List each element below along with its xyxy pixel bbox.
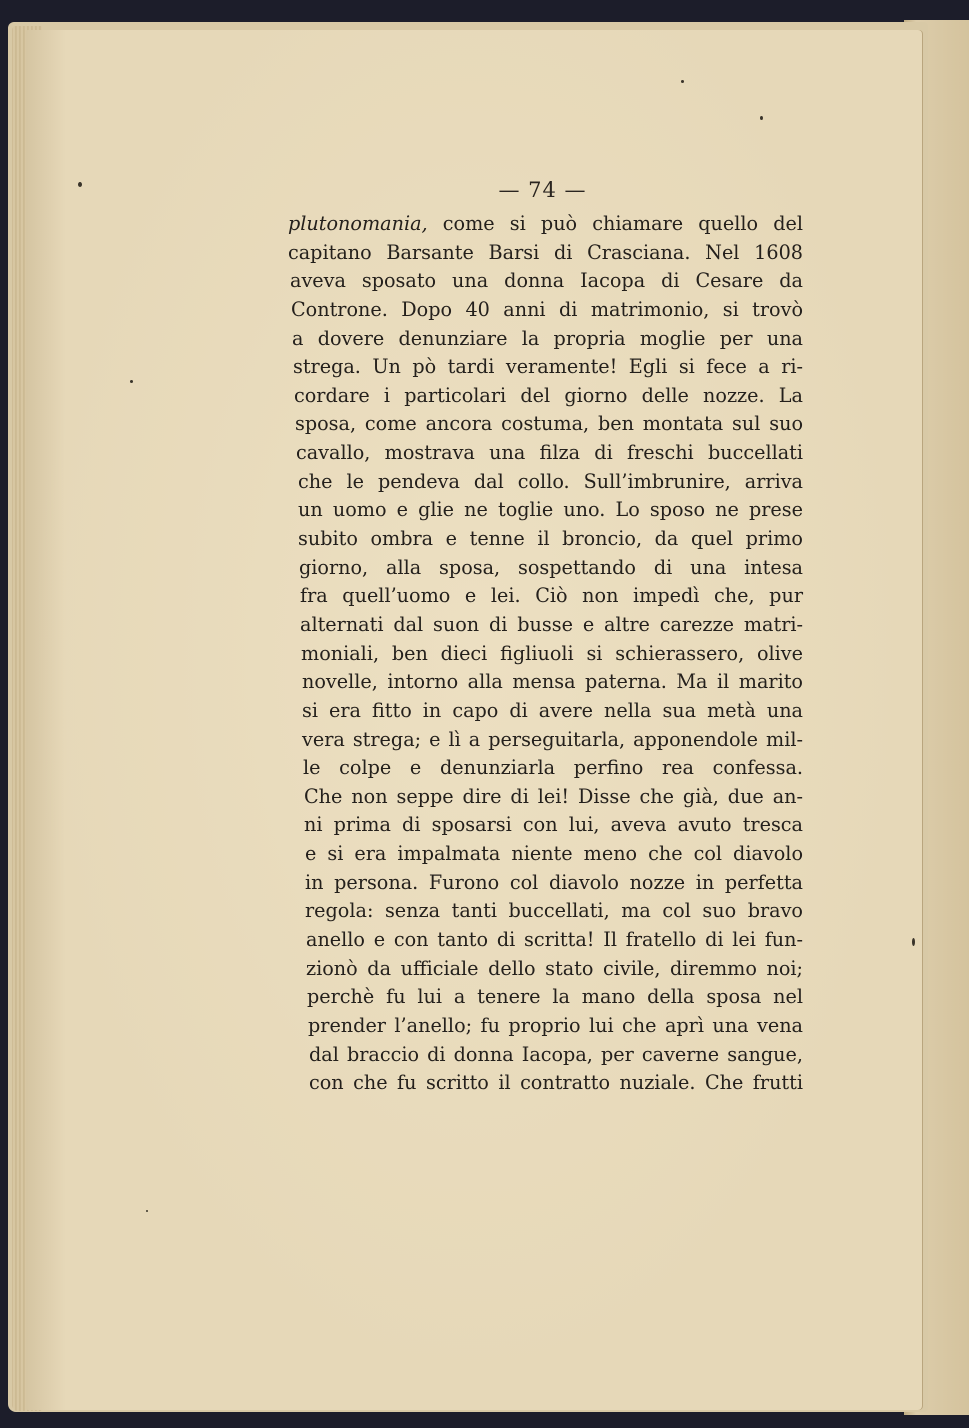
text-line	[306, 955, 803, 984]
line-text: Controne. Dopo 40 anni di matrimonio, si trovò	[291, 297, 803, 321]
line-text: in persona. Furono col diavolo nozze in perfetta	[305, 870, 803, 894]
body-text	[288, 210, 803, 1098]
line-text: sposa, come ancora costuma, ben montata sul suo	[295, 412, 803, 436]
line-text: cordare i particolari del giorno delle nozze. La	[294, 383, 803, 407]
text-line	[303, 754, 803, 783]
text-line	[308, 1012, 803, 1041]
line-text: cavallo, mostrava una filza di freschi buccellati	[296, 441, 803, 465]
text-line	[291, 296, 803, 325]
ink-speck	[130, 380, 133, 383]
text-line	[288, 210, 803, 239]
line-text: novelle, intorno alla mensa paterna. Ma il marito	[302, 670, 803, 694]
text-line	[299, 554, 803, 583]
text-line	[304, 811, 803, 840]
line-text: moniali, ben dieci figliuoli si schierassero, olive	[301, 641, 803, 665]
text-line	[294, 382, 803, 411]
page-number: — 74 —	[498, 178, 587, 202]
line-text: ni prima di sposarsi con lui, aveva avuto tresca	[304, 813, 803, 837]
italic-term: plutonomania,	[288, 212, 428, 235]
text-line	[302, 726, 803, 755]
line-text: si era fitto in capo di avere nella sua metà una	[302, 698, 803, 722]
text-line	[309, 1069, 803, 1098]
line-text: con che fu scritto il contratto nuziale. Che frutti	[309, 1071, 803, 1095]
text-line	[301, 640, 803, 669]
line-text: strega. Un pò tardi veramente! Egli si fece a ri-	[293, 355, 803, 379]
line-text: vera strega; e lì a perseguitarla, apponendole mil-	[302, 727, 803, 751]
line-text: come si può chiamare quello del	[427, 212, 803, 235]
text-line	[296, 439, 803, 468]
text-line	[288, 239, 803, 268]
line-text: regola: senza tanti buccellati, ma col suo bravo	[305, 899, 803, 923]
text-line	[305, 869, 803, 898]
line-text: giorno, alla sposa, sospettando di una intesa	[299, 555, 803, 579]
line-text: subito ombra e tenne il broncio, da quel primo	[298, 527, 803, 551]
text-line	[304, 783, 803, 812]
line-text: anello e con tanto di scritta! Il fratello di lei fun-	[306, 928, 803, 952]
text-line	[305, 897, 803, 926]
ink-speck	[760, 116, 763, 120]
text-line	[300, 611, 803, 640]
line-text: Che non seppe dire di lei! Disse che già, due an-	[304, 784, 803, 808]
text-line	[302, 697, 803, 726]
line-text: prender l’anello; fu proprio lui che aprì una vena	[308, 1013, 803, 1037]
ink-speck	[681, 80, 684, 83]
text-line	[298, 468, 803, 497]
line-text: alternati dal suon di busse e altre carezze matri-	[300, 612, 803, 636]
line-text: a dovere denunziare la propria moglie per una	[292, 326, 803, 350]
text-line	[298, 496, 803, 525]
text-line	[295, 410, 803, 439]
line-text: capitano Barsante Barsi di Crasciana. Nel 1608	[288, 240, 803, 264]
text-line	[290, 267, 803, 296]
line-text: le colpe e denunziarla perfino rea confessa.	[303, 756, 803, 780]
text-line	[306, 926, 803, 955]
line-text: fra quell’uomo e lei. Ciò non impedì che, pur	[300, 584, 803, 608]
text-line	[292, 325, 803, 354]
line-text: zionò da ufficiale dello stato civile, diremmo noi;	[306, 956, 803, 980]
line-text: e si era impalmata niente meno che col diavolo	[305, 842, 803, 866]
line-text: perchè fu lui a tenere la mano della sposa nel	[307, 985, 803, 1009]
line-text: aveva sposato una donna Iacopa di Cesare da	[290, 269, 803, 293]
line-text: un uomo e glie ne toglie uno. Lo sposo ne prese	[298, 498, 803, 522]
text-line	[309, 1041, 803, 1070]
text-line	[298, 525, 803, 554]
line-text: che le pendeva dal collo. Sull’imbrunire, arriva	[298, 469, 803, 493]
text-line	[307, 983, 803, 1012]
text-line	[305, 840, 803, 869]
ink-speck	[146, 1210, 148, 1212]
text-line	[293, 353, 803, 382]
text-line	[302, 668, 803, 697]
text-line	[300, 582, 803, 611]
line-text: dal braccio di donna Iacopa, per caverne sangue,	[309, 1042, 803, 1066]
ink-speck	[912, 938, 915, 946]
